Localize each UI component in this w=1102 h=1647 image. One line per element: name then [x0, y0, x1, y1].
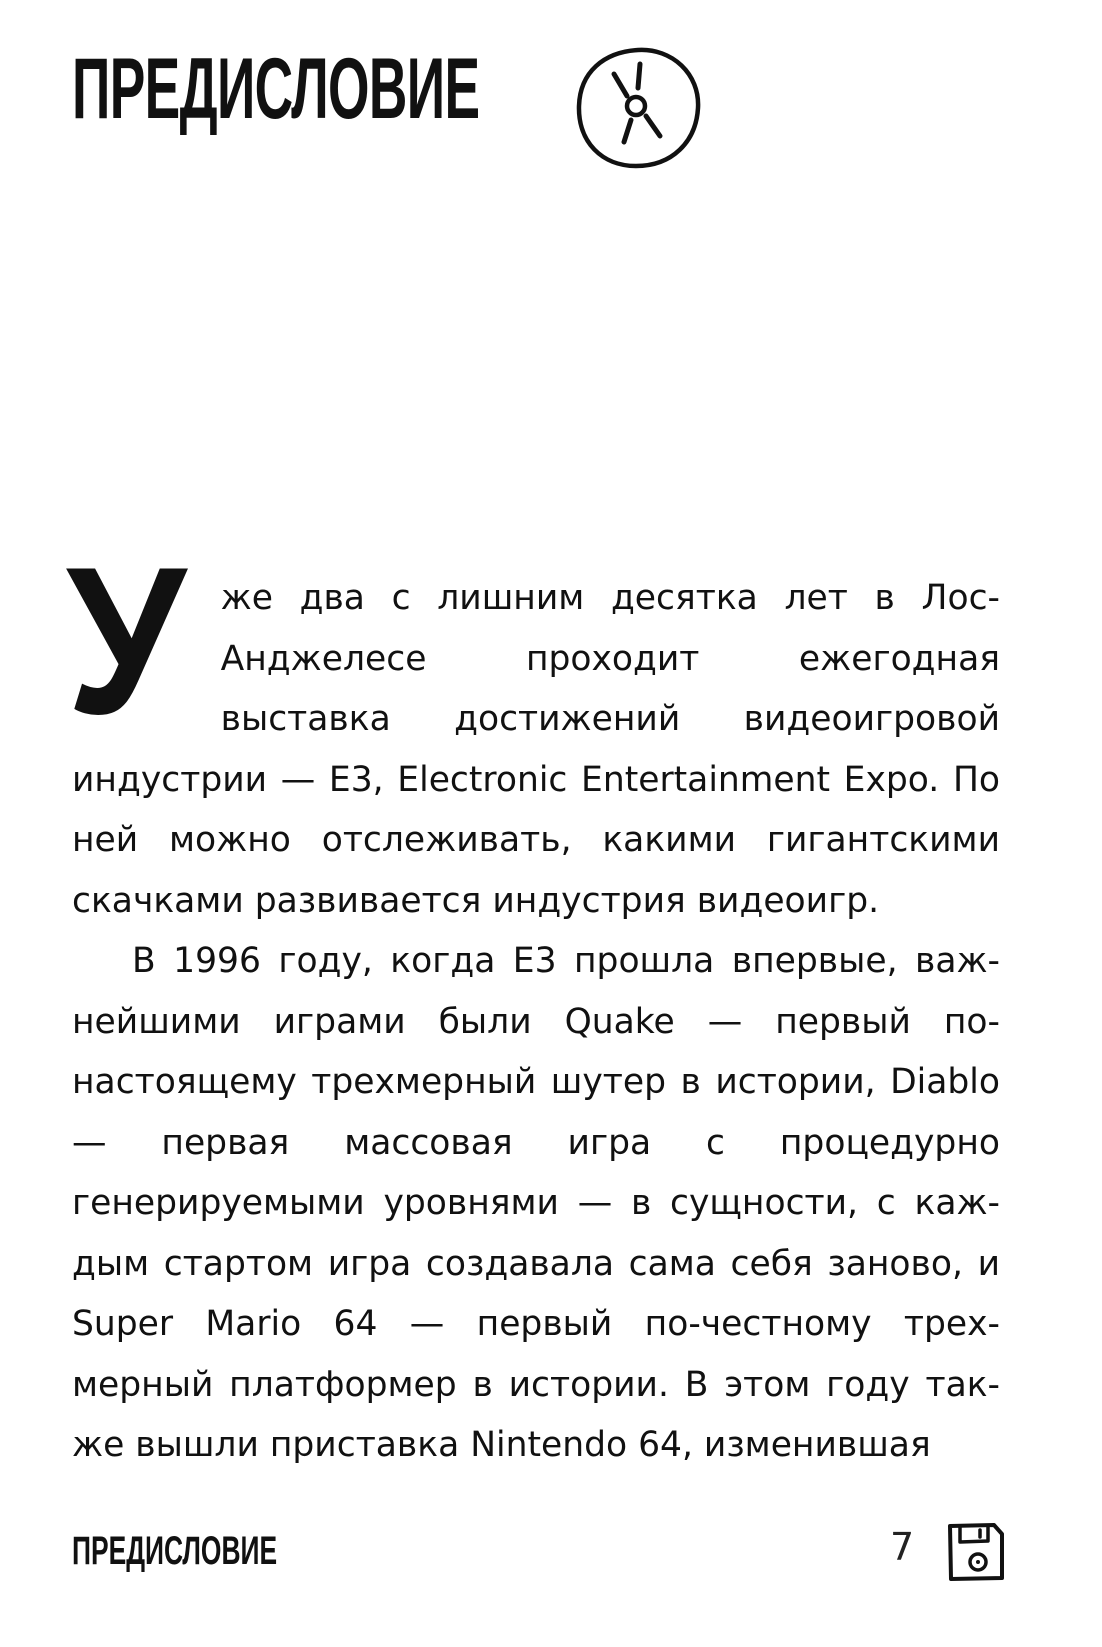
article-body	[66, 523, 1000, 1476]
floppy-disk-icon	[944, 1522, 1006, 1584]
disc-icon	[574, 46, 704, 170]
paragraph-1-text: же два с лишним десятка лет в Лос-Анджелесе проходит ежегодная выставка достижений видеоигровой индустрии — E3, Electronic Entertainment Expo. По ней можно отслеживать, какими гигантскими скачками развивается индустрия видеоигр.	[72, 578, 1000, 921]
paragraph-1	[66, 523, 1000, 931]
paragraph-2: В 1996 году, когда E3 прошла впервые, важнейшими играми были Quake — первый по-настоящему трехмерный шутер в истории, Diablo — первая массовая игра с процедурно генерируемыми уровнями — в сущности, с каждым стартом игра создавала сама себя заново, и Super Mario 64 — первый по-честному трехмерный платформер в истории. В этом году также вышли приставка Nintendo 64, изменившая	[72, 941, 1000, 1465]
running-footer-title: ПРЕДИСЛОВИЕ	[72, 1529, 278, 1573]
page-number: 7	[890, 1525, 915, 1569]
chapter-title: ПРЕДИСЛОВИЕ	[72, 41, 480, 137]
drop-cap: У	[66, 523, 187, 758]
